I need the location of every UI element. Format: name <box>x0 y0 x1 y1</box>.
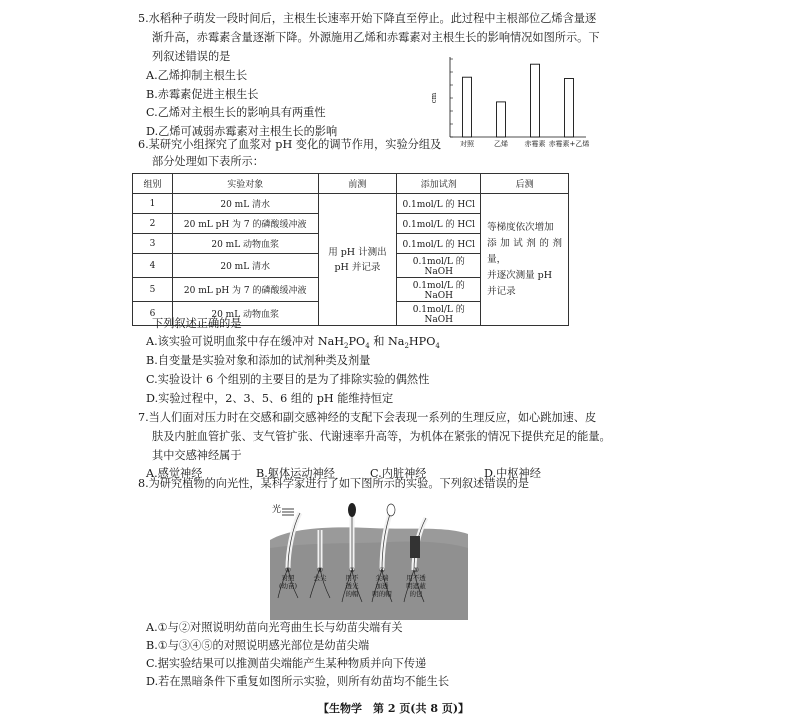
cell-object: 20 mL 清水 <box>172 194 318 214</box>
cell-object: 20 mL pH 为 7 的磷酸缓冲液 <box>172 214 318 234</box>
soil-shading <box>270 541 468 620</box>
header-posttest: 后测 <box>481 174 569 194</box>
bar-3 <box>531 64 540 137</box>
q8-option-c: C.据实验结果可以推测苗尖端能产生某种物质并向下传递 <box>146 657 427 670</box>
x-tick-label: 赤霉素 <box>524 140 546 148</box>
q5-stem-line2: 渐升高，赤霉素含量逐渐下降。外源施用乙烯和赤霉素对主根生长的影响情况如图所示。下 <box>152 31 600 44</box>
cell-object: 20 mL 清水 <box>172 254 318 278</box>
header-object: 实验对象 <box>172 174 318 194</box>
q6-option-a-part4: HPO <box>408 335 436 348</box>
y-axis-unit: cm <box>430 92 438 104</box>
experiment-table <box>132 173 569 326</box>
q5-stem-line1: 5.水稻种子萌发一段时间后，主根生长速率开始下降直至停止。此过程中主根部位乙烯含量逐 <box>138 12 597 25</box>
seedling-label-3: 用不 <box>345 574 359 582</box>
cell-reagent: 0.1mol/L 的 HCl <box>397 234 481 254</box>
q5-option-c: C.乙烯对主根生长的影响具有两重性 <box>146 106 326 119</box>
seedling-label-1: 对照 <box>281 574 295 582</box>
q7-option-d: D.中枢神经 <box>484 467 541 480</box>
cell-reagent: 0.1mol/L 的 HCl <box>397 194 481 214</box>
q6-option-a-part3: 和 Na <box>369 335 405 348</box>
q6-option-a-part1: A.该实验可说明血浆中存在缓冲对 NaH <box>146 335 345 348</box>
subscript: 4 <box>435 342 440 350</box>
seedling-label-1: (幼苗) <box>278 582 298 590</box>
cell-reagent: 0.1mol/L 的 NaOH <box>397 254 481 278</box>
q5-option-b: B.赤霉素促进主根生长 <box>146 88 259 101</box>
q8-stem: 8.为研究植物的向光性，某科学家进行了如下图所示的实验。下列叙述错误的是 <box>138 477 530 490</box>
seedling-label-5: 用不透 <box>406 574 426 582</box>
seedling-label-5: 明遮蔽 <box>406 582 426 590</box>
cell-group: 2 <box>133 214 173 234</box>
q6-option-b: B.自变量是实验对象和添加的试剂种类及剂量 <box>146 354 371 367</box>
transparent-cap <box>387 504 395 516</box>
seedling-label-4: 明的帽 <box>372 590 392 598</box>
cell-object: 20 mL 动物血浆 <box>172 234 318 254</box>
cell-reagent: 0.1mol/L 的 HCl <box>397 214 481 234</box>
posttest-line1: 等梯度依次增加 <box>487 221 554 233</box>
subscript: 2 <box>344 342 349 350</box>
cell-object: 20 mL pH 为 7 的磷酸缓冲液 <box>172 278 318 302</box>
header-pretest: 前测 <box>318 174 397 194</box>
opaque-cap <box>348 503 356 517</box>
seedling-label-2: 去尖 <box>313 574 327 582</box>
seedling-label-4: 尖端 <box>375 574 389 582</box>
q7-option-a: A.感觉神经 <box>146 467 203 480</box>
q7-stem-line1: 7.当人们面对压力时在交感和副交感神经的支配下会表现一系列的生理反应，如心跳加速、皮 <box>138 411 597 424</box>
pretest-line1: 用 pH 计测出 <box>328 246 387 258</box>
opaque-wrap <box>410 536 420 558</box>
light-arrows-icon <box>272 503 294 515</box>
header-reagent: 添加试剂 <box>397 174 481 194</box>
subscript: 4 <box>365 342 370 350</box>
x-tick-label: 赤霉素+乙烯 <box>548 140 590 148</box>
q6-stem-line1: 6.某研究小组探究了血浆对 pH 变化的调节作用，实验分组及 <box>138 138 442 151</box>
q5-option-d: D.乙烯可减弱赤霉素对主根生长的影响 <box>146 125 338 138</box>
q7-stem-line2: 肤及内脏血管扩张、支气管扩张、代谢速率升高等，为机体在紧张的情况下提供充足的能量。 <box>152 430 611 443</box>
cell-object: 20 mL 动物血浆 <box>172 302 318 326</box>
x-tick-label: 对照 <box>460 140 474 148</box>
q6-option-a-part2: PO <box>348 335 366 348</box>
seedling-label-3: 透光 <box>345 582 359 590</box>
posttest-line2: 添加试剂的剂量， <box>487 237 562 265</box>
seedling-label-3: 的帽 <box>345 590 359 598</box>
q8-option-d: D.若在黑暗条件下重复如图所示实验，则所有幼苗均不能生长 <box>146 675 450 688</box>
q5-option-a: A.乙烯抑制主根生长 <box>146 69 248 82</box>
cell-group: 5 <box>133 278 173 302</box>
q7-option-c: C.内脏神经 <box>370 467 427 480</box>
q6-prompt: 下列叙述正确的是 <box>152 317 242 330</box>
cell-group: 6 <box>133 302 173 326</box>
pretest-line2: pH 并记录 <box>334 261 381 273</box>
q6-stem-line2: 部分处理如下表所示： <box>152 155 264 168</box>
q7-option-b: B.躯体运动神经 <box>256 467 335 480</box>
q6-option-c: C.实验设计 6 个组别的主要目的是为了排除实验的偶然性 <box>146 373 430 386</box>
phototropism-figure <box>270 498 468 620</box>
cell-posttest-merged <box>481 194 569 326</box>
posttest-line4: 并记录 <box>487 285 516 297</box>
bar-1 <box>463 77 472 137</box>
seedling-label-4: 加透 <box>375 582 389 590</box>
seedling-label-5: ⑤ <box>413 566 419 574</box>
q7-stem-line3: 其中交感神经属于 <box>152 449 242 462</box>
q8-option-a: A.①与②对照说明幼苗向光弯曲生长与幼苗尖端有关 <box>146 621 403 634</box>
table-header-row <box>133 174 569 194</box>
bar-4 <box>565 79 574 138</box>
cell-reagent: 0.1mol/L 的 NaOH <box>397 302 481 326</box>
q6-option-a <box>146 335 440 350</box>
cell-reagent: 0.1mol/L 的 NaOH <box>397 278 481 302</box>
subscript: 2 <box>404 342 409 350</box>
seedling-label-5: 的包 <box>409 590 423 598</box>
seedling-label-1: ① <box>285 566 291 574</box>
q8-option-b: B.①与③④⑤的对照说明感光部位是幼苗尖端 <box>146 639 370 652</box>
cell-group: 4 <box>133 254 173 278</box>
page-footer: 【生物学 第 2 页(共 8 页)】 <box>318 702 470 715</box>
seedling-label-4: ④ <box>379 566 385 574</box>
bar-2 <box>497 102 506 137</box>
x-tick-label: 乙烯 <box>494 140 508 148</box>
light-label: 光 <box>272 505 282 515</box>
growth-bar-chart <box>430 52 590 152</box>
table-row <box>133 194 569 214</box>
cell-pretest-merged <box>318 194 397 326</box>
cell-group: 3 <box>133 234 173 254</box>
seedling-label-2: ② <box>317 566 323 574</box>
q6-option-d: D.实验过程中，2、3、5、6 组的 pH 能维持恒定 <box>146 392 394 405</box>
q5-stem-line3: 列叙述错误的是 <box>152 50 231 63</box>
seedling-label-3: ③ <box>349 566 355 574</box>
header-group: 组别 <box>133 174 173 194</box>
cell-group: 1 <box>133 194 173 214</box>
posttest-line3: 并逐次测量 pH <box>487 269 553 281</box>
